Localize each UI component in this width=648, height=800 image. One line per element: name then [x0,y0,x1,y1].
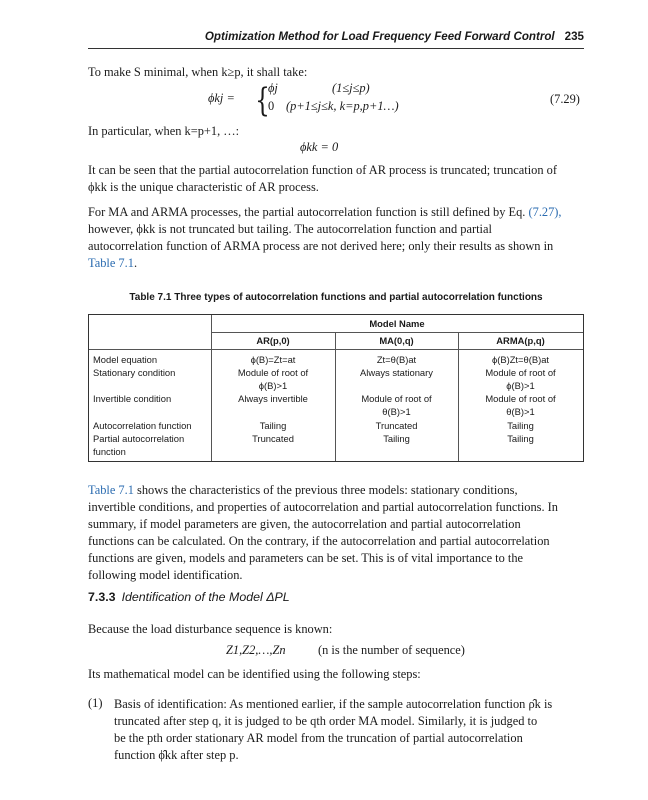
equation-lhs: ϕkj = [208,91,235,105]
running-title: Optimization Method for Load Frequency Feed Forward Control [204,30,555,43]
table-group-header: Model Name [369,318,425,329]
para4-line2: Its mathematical model can be identified using the following steps: [88,667,421,681]
table-cell: Truncated [252,433,294,444]
para3-line1: shows the characteristics of the previous three models: stationary conditions, [133,483,518,497]
equation-number: (7.29) [550,92,580,106]
equation-case1-condition: (1≤j≤p) [332,81,370,95]
table-7-1-link[interactable]: Table 7.1 [88,256,134,270]
table-cell: θ(B)>1 [506,406,535,417]
para1-line1: It can be seen that the partial autocorrelation function of AR process is truncated; truncation of [88,163,557,177]
row-label-stationary-condition: Stationary condition [93,367,176,378]
table-divider [89,349,583,350]
paragraph-ma-arma [88,204,584,272]
eq-7-27-link[interactable]: (7.27), [528,205,562,219]
table-divider [211,332,583,333]
list-item-number: (1) [88,696,103,710]
table-cell: Module of root of [485,393,556,404]
running-head [88,30,584,49]
table-cell: Always invertible [238,393,308,404]
list-item-line: Basis of identification: As mentioned earlier, if the sample autocorrelation function ρ̂k is [114,697,553,711]
equation-brace: { [255,80,270,119]
para3-line4: functions can be calculated. On the contrary, if the autocorrelation and partial autocorrelation [88,534,550,548]
table-cell: ϕ(B)>1 [258,380,288,391]
column-header-arma: ARMA(p,q) [496,335,545,346]
table-cell: Module of root of [485,367,556,378]
para1-line2: ϕkk is the unique characteristic of AR process. [88,180,319,194]
row-label-model-equation: Model equation [93,354,158,365]
list-item-line: function ϕ̂kk after step p. [114,748,239,762]
table-cell: Tailing [507,420,534,431]
table-cell: ϕ(B)Zt=θ(B)at [491,354,550,365]
list-item-line: be the pth order stationary AR model from the truncation of partial autocorrelation [114,731,523,745]
table-7-1-link[interactable]: Table 7.1 [88,483,134,497]
para2-line4-end: . [133,256,138,270]
table-caption: Table 7.1 Three types of autocorrelation functions and partial autocorrelation functions [129,292,543,303]
list-item-1 [114,696,584,764]
table-cell: Module of root of [361,393,432,404]
table-cell: Tailing [507,433,534,444]
equation-phi-kk: ϕkk = 0 [300,140,339,154]
equation-case2-condition: (p+1≤j≤k, k=p,p+1…) [286,99,399,113]
para3-line2: invertible conditions, and properties of autocorrelation and partial autocorrelation functions. In [88,500,559,514]
row-label-line: function [93,446,126,457]
para4-line1: Because the load disturbance sequence is known: [88,622,333,636]
row-label-autocorrelation: Autocorrelation function [93,420,192,431]
list-item-line: truncated after step q, it is judged to be qth order MA model. Similarly, it is judged to [114,714,538,728]
intro-text: To make S minimal, when k≥p, it shall take: [88,65,308,79]
para3-line5: functions are given, models and parameters can be set. This is of vital importance to the [88,551,524,565]
section-number: 7.3.3 [88,590,116,604]
table-cell: Zt=θ(B)at [376,354,417,365]
sequence-equation: Z1,Z2,…,Zn [226,643,286,657]
table-cell: Always stationary [360,367,433,378]
table-cell: Module of root of [237,367,309,378]
equation-case2-value: 0 [268,99,275,113]
table-cell: ϕ(B)=Zt=at [250,354,296,365]
paragraph-ar-truncation [88,162,584,196]
table-7-1 [88,314,584,462]
para2-line2: however, ϕkk is not truncated but tailing. The autocorrelation function and partial [88,222,492,236]
section-title: Identification of the Model ΔPL [121,590,290,604]
paragraph-table-summary [88,482,584,584]
sequence-note: (n is the number of sequence) [318,643,465,657]
table-cell: ϕ(B)>1 [506,380,535,391]
table-cell: Truncated [375,420,418,431]
particular-text: In particular, when k=p+1, …: [88,124,240,138]
column-header-ar: AR(p,0) [256,335,290,346]
row-label-partial-autocorrelation [93,432,211,458]
para2-line3: autocorrelation function of ARMA process are not derived here; only their results as shown in [88,239,554,253]
para3-line6: following model identification. [88,568,243,582]
equation-case1-value: ϕj [268,81,278,95]
table-cell: Tailing [259,420,287,431]
column-header-ma: MA(0,q) [379,335,414,346]
row-label-line: Partial autocorrelation [93,433,185,444]
table-cell: θ(B)>1 [382,406,411,417]
table-cell: Tailing [383,433,410,444]
page-number: 235 [564,30,584,43]
section-heading [88,590,290,604]
row-label-invertible-condition: Invertible condition [93,393,172,404]
para2-line1: For MA and ARMA processes, the partial autocorrelation function is still defined by Eq. [88,205,526,219]
para3-line3: summary, if model parameters are given, the autocorrelation and partial autocorrelation [88,517,521,531]
